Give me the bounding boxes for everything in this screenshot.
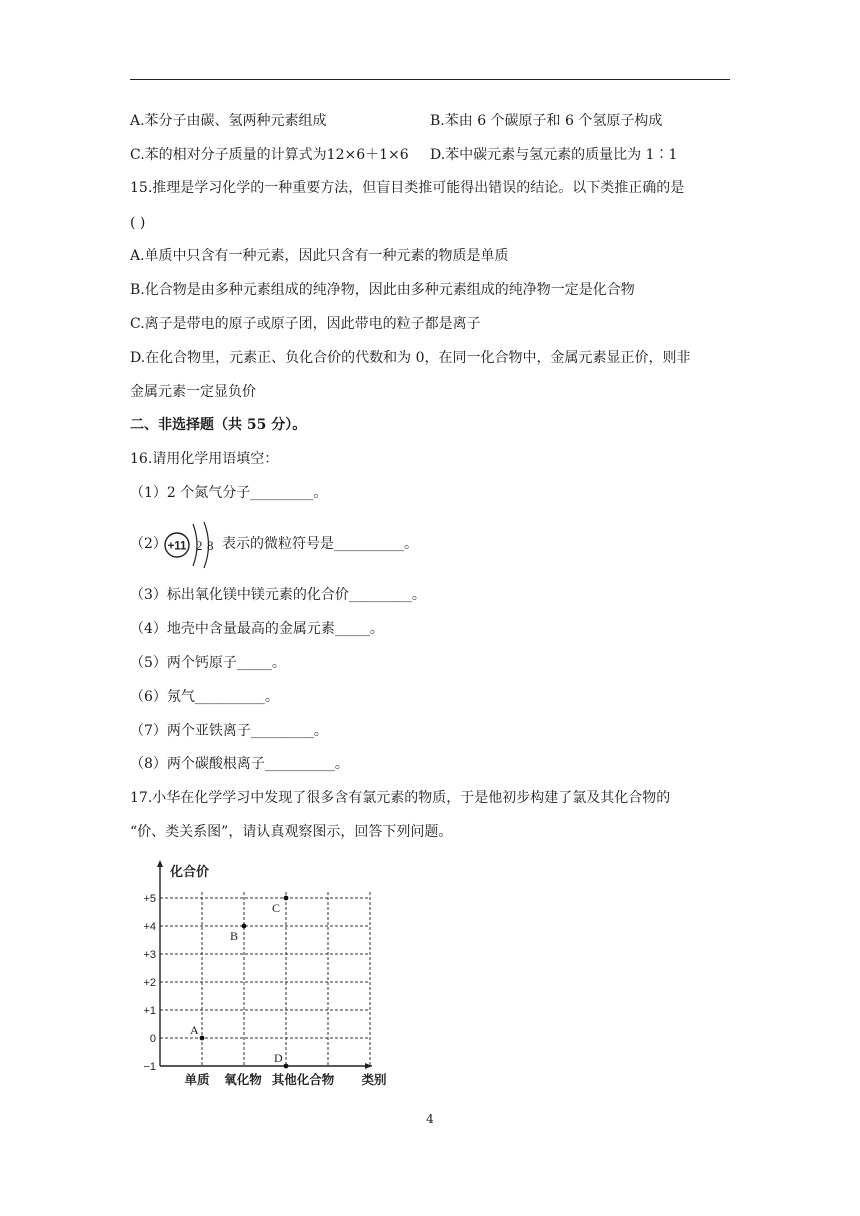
data-point-label-a: A (190, 1023, 199, 1037)
y-tick-label: 0 (149, 1033, 156, 1045)
q15-option-d-cont: 金属元素一定显负价 (130, 384, 256, 400)
q15-answer-bracket: ( ) (130, 215, 146, 231)
x-category-label: 其他化合物 (271, 1073, 335, 1087)
q16-item-6: （6）氖气__________。 (130, 689, 279, 705)
y-tick-label: +1 (143, 1005, 156, 1017)
atom-shell-2-count: 8 (207, 538, 214, 553)
atom-shell-1-count: 2 (196, 538, 203, 553)
q17-stem-cont: “价、类关系图”，请认真观察图示，回答下列问题。 (130, 824, 453, 840)
x-axis-label: 类别 (361, 1073, 387, 1087)
data-point-a (200, 1036, 205, 1041)
header-rule (130, 79, 730, 80)
y-tick-label: +5 (143, 893, 156, 905)
y-tick-label: +4 (143, 921, 156, 933)
data-point-c (284, 896, 289, 901)
data-point-label-c: C (272, 901, 281, 915)
page-number: 4 (426, 1112, 434, 1126)
q15-option-c: C.离子是带电的原子或原子团，因此带电的粒子都是离子 (130, 316, 481, 332)
y-tick-label: +2 (143, 977, 156, 989)
y-tick-label: +3 (143, 949, 156, 961)
y-axis-label: 化合价 (170, 864, 210, 879)
data-point-label-d: D (274, 1051, 283, 1065)
y-axis-arrow (157, 860, 163, 867)
y-tick-label: −1 (143, 1061, 156, 1073)
data-point-label-b: B (230, 929, 239, 943)
q14-option-c: C.苯的相对分子质量的计算式为12×6＋1×6 (130, 147, 409, 163)
q16-item-8: （8）两个碳酸根离子__________。 (130, 756, 349, 772)
valence-category-chart (140, 858, 400, 1090)
x-category-label: 氧化物 (224, 1073, 262, 1087)
atom-structure-diagram (160, 520, 222, 570)
q15-option-b: B.化合物是由多种元素组成的纯净物，因此由多种元素组成的纯净物一定是化合物 (130, 282, 635, 298)
q14-option-a: A.苯分子由碳、氢两种元素组成 (130, 113, 327, 129)
q16-item-1: （1）2 个氮气分子_________。 (130, 485, 328, 501)
q16-item-4: （4）地壳中含量最高的金属元素_____。 (130, 621, 384, 637)
x-category-label: 单质 (184, 1073, 210, 1087)
q16-item-2-suffix: 表示的微粒符号是__________。 (222, 536, 418, 552)
q16-stem: 16.请用化学用语填空： (130, 451, 279, 467)
atom-nucleus-charge: +11 (167, 540, 187, 553)
q15-option-a: A.单质中只含有一种元素，因此只含有一种元素的物质是单质 (130, 248, 509, 264)
q17-stem: 17.小华在化学学习中发现了很多含有氯元素的物质，于是他初步构建了氯及其化合物的 (130, 790, 671, 806)
x-axis-arrow (365, 1063, 372, 1069)
q15-option-d: D.在化合物里，元素正、负化合价的代数和为 0，在同一化合物中，金属元素显正价，则非 (130, 350, 691, 366)
data-point-d (284, 1064, 289, 1069)
q14-option-d: D.苯中碳元素与氢元素的质量比为 1∶1 (430, 147, 678, 163)
q16-item-7: （7）两个亚铁离子_________。 (130, 723, 328, 739)
data-point-b (242, 924, 247, 929)
section-heading: 二、非选择题（共 55 分）。 (130, 417, 307, 433)
q16-item-5: （5）两个钙原子_____。 (130, 655, 286, 671)
q16-item-2-prefix: （2） (130, 536, 167, 552)
q14-option-b: B.苯由 6 个碳原子和 6 个氢原子构成 (430, 113, 663, 129)
q16-item-3: （3）标出氧化镁中镁元素的化合价_________。 (130, 587, 426, 603)
q15-stem: 15.推理是学习化学的一种重要方法，但盲目类推可能得出错误的结论。以下类推正确的是 (130, 180, 685, 196)
